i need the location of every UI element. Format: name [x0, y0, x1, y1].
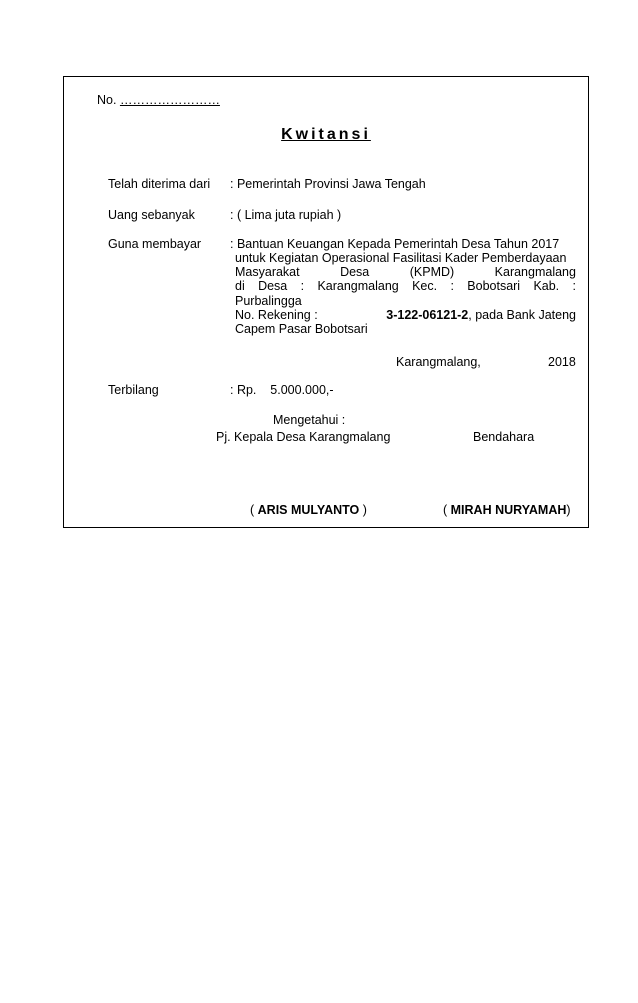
purpose-line-5: Purbalingga — [235, 293, 302, 308]
receipt-number — [97, 93, 220, 107]
rekening-number: 3-122-06121-2 — [386, 307, 469, 322]
purpose-word: : — [450, 279, 454, 294]
purpose-line-6 — [235, 308, 576, 322]
rekening-suffix: , pada Bank Jateng — [468, 307, 576, 322]
purpose-word: Desa — [340, 265, 370, 280]
received-from-label: Telah diterima dari — [108, 177, 211, 191]
purpose-word: Bobotsari — [467, 279, 521, 294]
sign-paren: ) — [359, 503, 367, 517]
purpose-word: Kec. — [412, 279, 438, 294]
amount-words-label: Uang sebanyak — [108, 208, 195, 222]
receipt-frame — [63, 76, 589, 528]
village-head-signature — [250, 503, 367, 517]
purpose-word: Karangmalang — [317, 279, 399, 294]
purpose-word: di — [235, 279, 245, 294]
purpose-word: Kab. — [533, 279, 560, 294]
treasurer-name: MIRAH NURYAMAH — [450, 503, 567, 517]
receipt-number-label: No. — [97, 93, 117, 107]
received-from-value: : Pemerintah Provinsi Jawa Tengah — [230, 177, 426, 191]
receipt-title: Kwitansi — [281, 126, 371, 143]
purpose-label: Guna membayar — [108, 237, 202, 251]
sign-paren: ( — [443, 503, 451, 517]
purpose-line-7: Capem Pasar Bobotsari — [235, 322, 368, 337]
sign-paren: ) — [566, 503, 571, 517]
date-year: 2018 — [548, 355, 576, 369]
purpose-body — [235, 251, 576, 336]
amount-words-value: : ( Lima juta rupiah ) — [230, 208, 342, 222]
rekening-prefix: No. Rekening : — [235, 307, 318, 322]
date-place: Karangmalang, — [396, 355, 481, 369]
purpose-word: : — [300, 279, 305, 294]
treasurer-signature — [443, 503, 571, 517]
total-value: : Rp. 5.000.000,- — [230, 383, 334, 397]
purpose-line-3 — [235, 265, 576, 279]
purpose-line-2: untuk Kegiatan Operasional Fasilitasi Kader Pemberdayaan — [235, 251, 567, 265]
purpose-word: Desa — [258, 279, 288, 294]
village-head-name: ARIS MULYANTO — [257, 503, 360, 517]
purpose-word: Masyarakat — [235, 265, 300, 280]
village-head-title: Pj. Kepala Desa Karangmalang — [216, 430, 391, 444]
purpose-word: : — [572, 279, 576, 294]
treasurer-title: Bendahara — [473, 430, 535, 444]
acknowledged-label: Mengetahui : — [273, 413, 346, 427]
purpose-word: Karangmalang — [494, 265, 576, 280]
purpose-word: (KPMD) — [409, 265, 455, 280]
total-label: Terbilang — [108, 383, 159, 397]
purpose-line-1: : Bantuan Keuangan Kepada Pemerintah Desa Tahun 2017 — [230, 237, 560, 251]
receipt-number-dots: …………………… — [119, 93, 220, 107]
purpose-line-4 — [235, 279, 576, 293]
sign-paren: ( — [250, 503, 258, 517]
